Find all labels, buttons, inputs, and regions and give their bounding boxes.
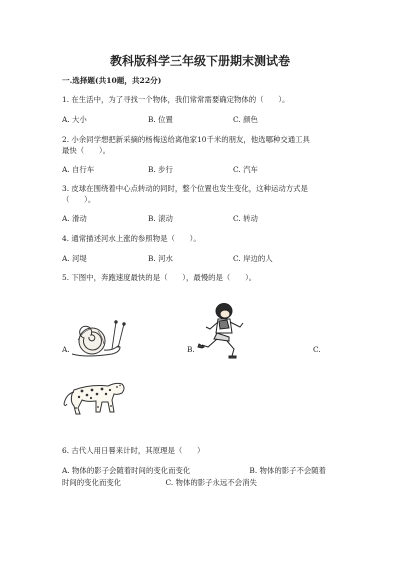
running-boy-picture — [196, 301, 250, 359]
question-3-option-b[interactable]: B. 滚动 — [148, 214, 173, 223]
question-3-option-a[interactable]: A. 滑动 — [62, 214, 87, 223]
question-2-option-c[interactable]: C. 汽车 — [233, 165, 258, 174]
question-6-options-line-2[interactable]: 时间的变化而变化 C. 物体的影子永远不会消失 — [62, 478, 257, 487]
section-heading: 一.选择题(共10题，共22分) — [62, 76, 162, 85]
question-6-stem: 6. 古代人用日晷来计时，其原理是（ ） — [62, 446, 205, 455]
question-4-stem: 4. 通常描述河水上涨的参照物是（ ）。 — [62, 234, 201, 243]
question-5-option-b[interactable]: B. — [187, 345, 195, 354]
snail-picture — [68, 318, 128, 360]
question-3-stem-line-2: （ ）。 — [62, 195, 96, 204]
question-1-stem: 1. 在生活中，为了寻找一个物体，我们常常需要确定物体的（ ）。 — [62, 95, 290, 104]
question-2-option-b[interactable]: B. 步行 — [148, 165, 173, 174]
question-3-option-c[interactable]: C. 转动 — [233, 214, 258, 223]
question-4-option-a[interactable]: A. 河堤 — [62, 254, 87, 263]
page-title: 教科版科学三年级下册期末测试卷 — [109, 54, 290, 68]
question-5-stem: 5. 下图中，奔跑速度最快的是（ ），最慢的是（ ）。 — [62, 273, 257, 282]
question-5-option-c[interactable]: C. — [313, 345, 321, 354]
question-1-option-c[interactable]: C. 颜色 — [233, 115, 258, 124]
question-4-option-b[interactable]: B. 河水 — [148, 254, 173, 263]
question-5-option-a[interactable]: A. — [62, 345, 70, 354]
question-2-stem-line-2: 最快（ ）。 — [62, 146, 111, 155]
leopard-picture — [62, 376, 130, 418]
question-1-option-a[interactable]: A. 大小 — [62, 115, 87, 124]
question-2-option-a[interactable]: A. 自行车 — [62, 165, 95, 174]
question-3-stem-line-1: 3. 皮球在围绕着中心点转动的同时，整个位置也发生变化，这种运动方式是 — [62, 184, 308, 193]
question-2-stem-line-1: 2. 小余同学想把新采摘的杨梅送给离他家10千米的朋友，他选哪种交通工具 — [62, 135, 310, 144]
question-4-option-c[interactable]: C. 岸边的人 — [233, 254, 273, 263]
question-6-options-line-1[interactable]: A. 物体的影子会随着时间的变化而变化 B. 物体的影子不会随着 — [62, 466, 327, 475]
question-1-option-b[interactable]: B. 位置 — [148, 115, 173, 124]
